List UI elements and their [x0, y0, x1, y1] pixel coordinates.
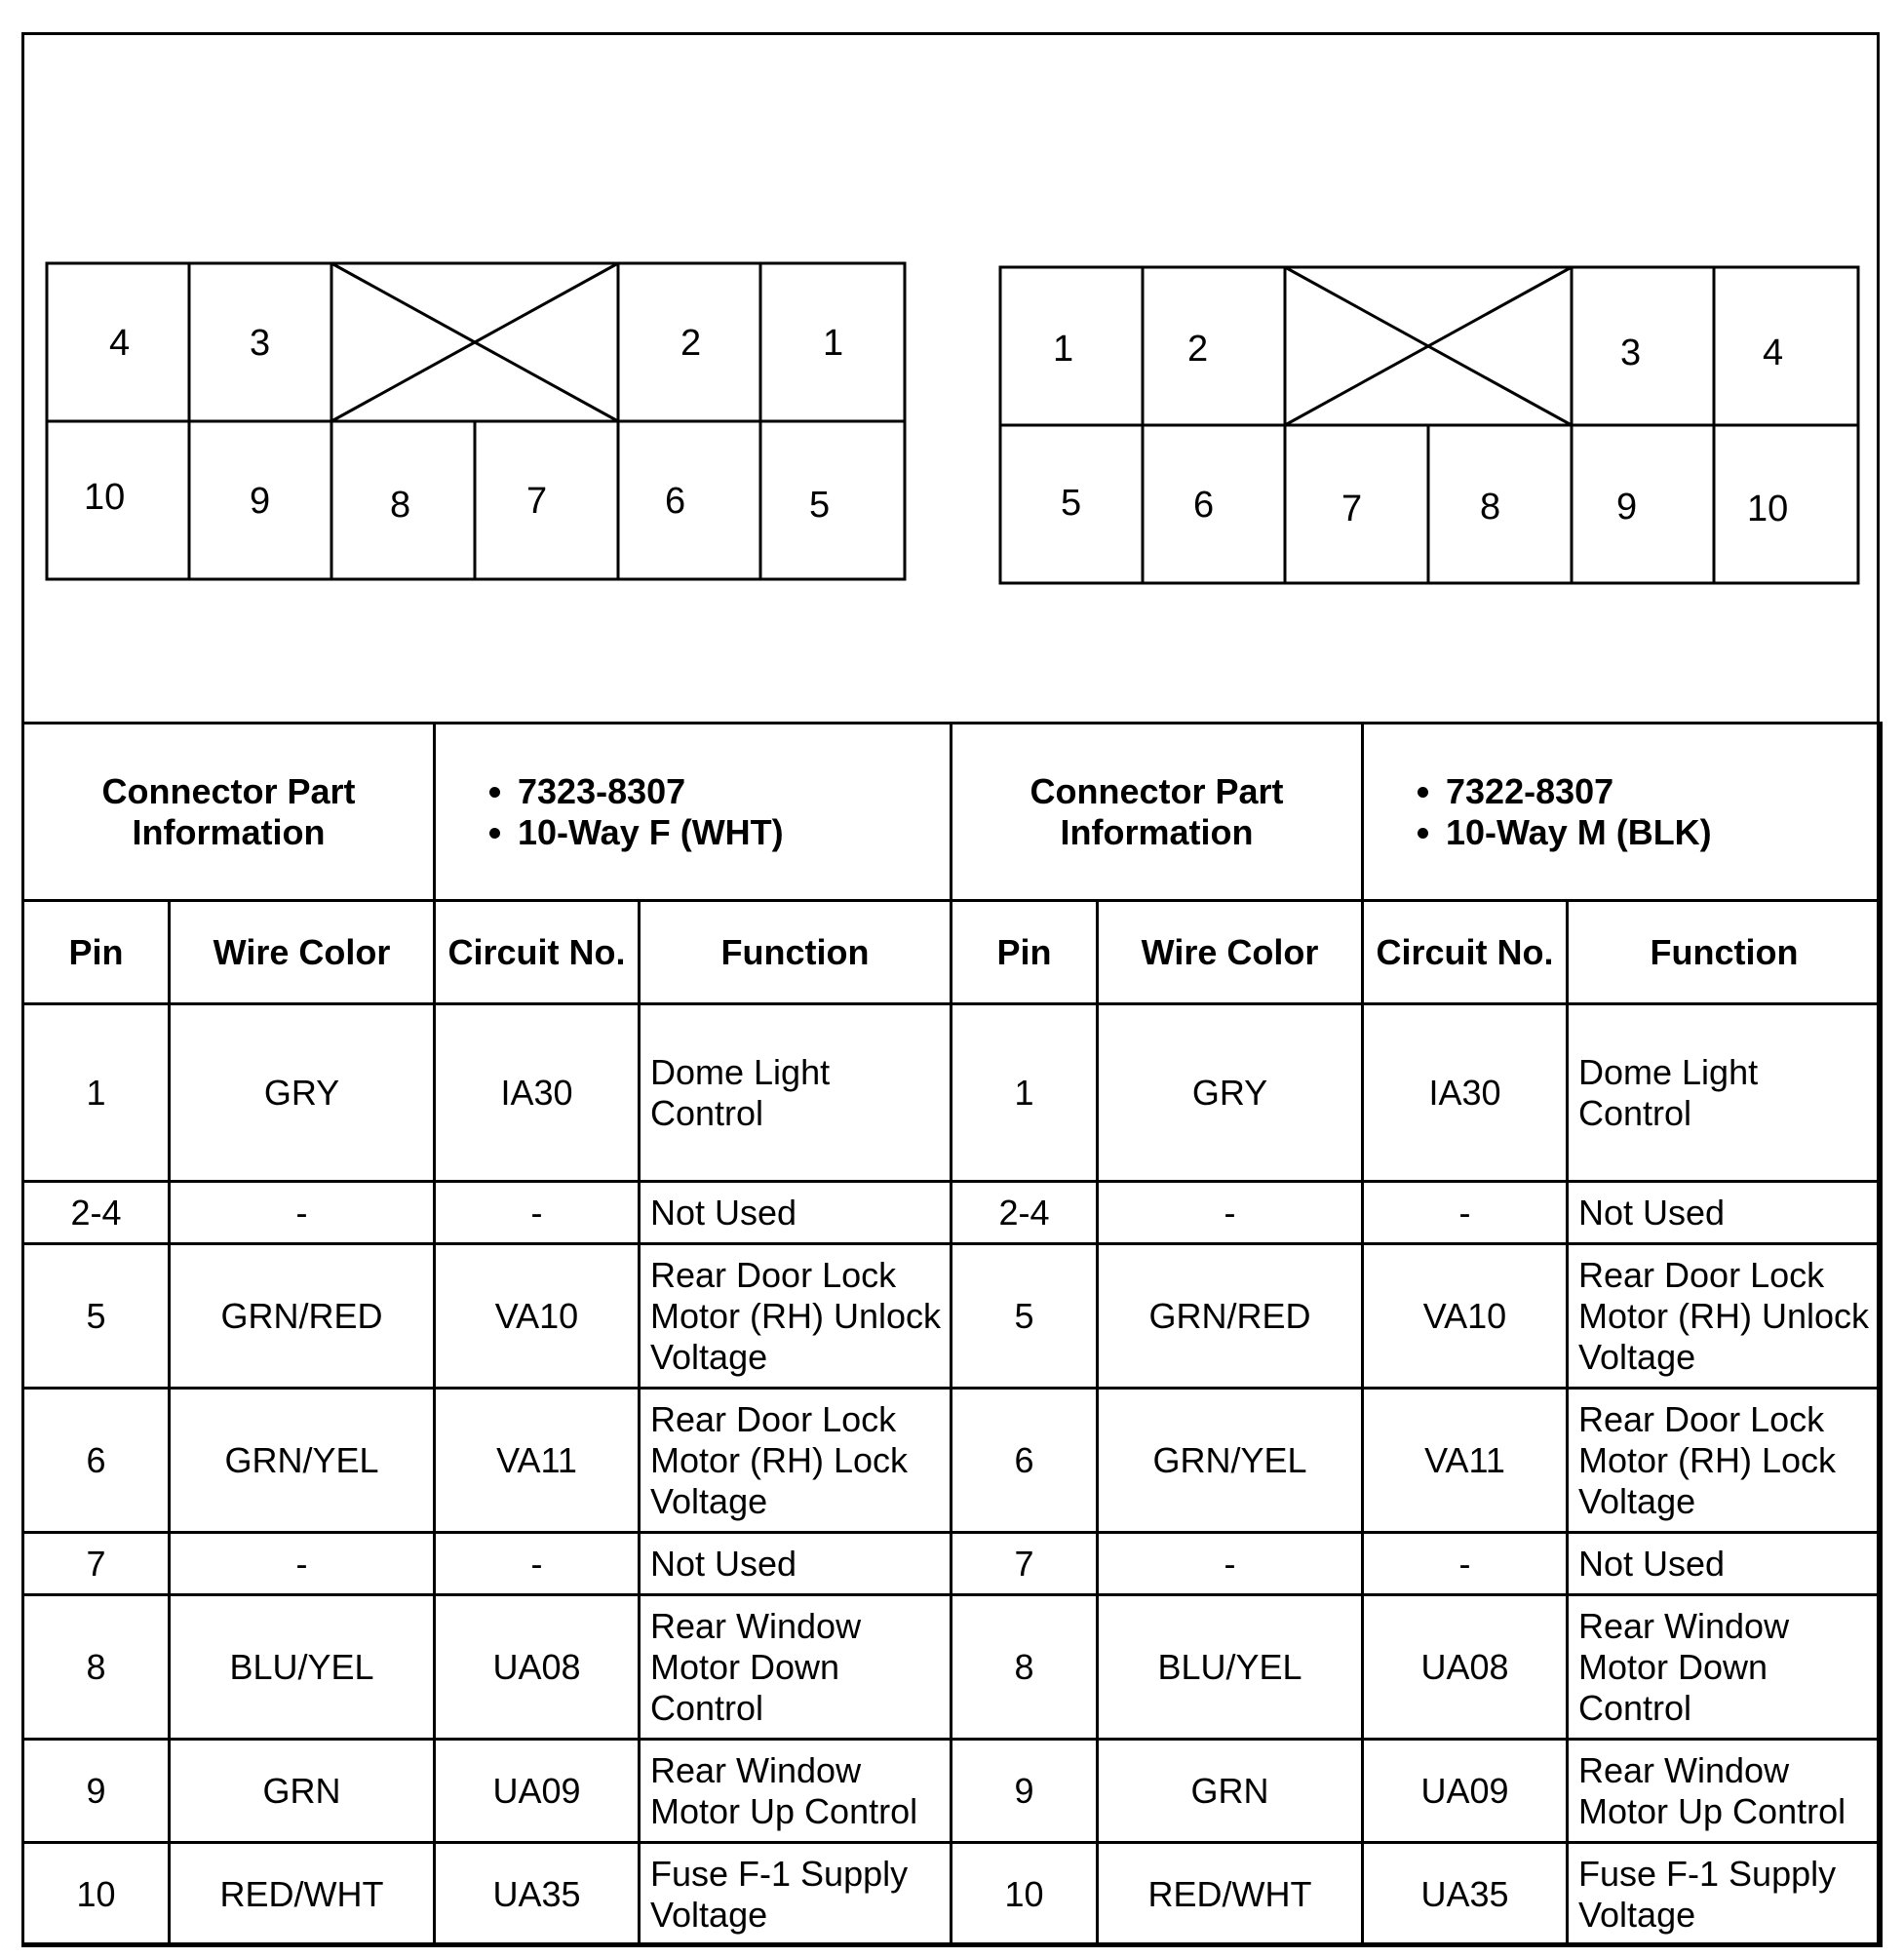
column-header-wire-color: Wire Color [170, 901, 435, 1004]
function-cell: Rear Window Motor Up Control [640, 1740, 952, 1843]
pin-cell: 7 [23, 1533, 170, 1595]
pin-cell: 10 [23, 1843, 170, 1946]
pin-label: 9 [250, 481, 271, 522]
function-cell: Not Used [640, 1182, 952, 1244]
blocked-cavity-x [1285, 267, 1572, 425]
column-header-function: Function [1568, 901, 1882, 1004]
pin-cell: 1 [952, 1004, 1098, 1182]
function-cell: Dome Light Control [1568, 1004, 1882, 1182]
pin-label: 9 [1616, 487, 1638, 528]
pin-cell: 7 [952, 1533, 1098, 1595]
circuit-cell: VA11 [1363, 1389, 1568, 1533]
pin-label: 7 [1341, 489, 1363, 529]
table-row [23, 1182, 1882, 1244]
column-header-pin: Pin [23, 901, 170, 1004]
blocked-cavity-x [331, 263, 618, 421]
wire-color-cell: - [170, 1533, 435, 1595]
wire-color-cell: BLU/YEL [170, 1595, 435, 1740]
function-cell: Rear Window Motor Down Control [1568, 1595, 1882, 1740]
pin-label: 2 [680, 323, 702, 364]
pin-label: 7 [526, 481, 548, 522]
function-cell: Rear Door Lock Motor (RH) Lock Voltage [1568, 1389, 1882, 1533]
function-cell: Not Used [1568, 1533, 1882, 1595]
pin-label: 6 [665, 481, 686, 522]
circuit-cell: UA35 [435, 1843, 640, 1946]
table-row [23, 1244, 1882, 1389]
pin-label: 10 [1747, 489, 1789, 529]
pin-cell: 5 [23, 1244, 170, 1389]
wire-color-cell: GRY [170, 1004, 435, 1182]
wire-color-cell: RED/WHT [170, 1843, 435, 1946]
right-part-info [1363, 724, 1882, 901]
pin-label: 1 [1053, 329, 1074, 370]
pinout-table [21, 722, 1883, 1947]
function-cell: Not Used [640, 1533, 952, 1595]
right-part-description: • 10-Way M (BLK) [1446, 812, 1876, 853]
function-cell: Fuse F-1 Supply Voltage [640, 1843, 952, 1946]
function-cell: Dome Light Control [640, 1004, 952, 1182]
left-part-number: • 7323-8307 [518, 771, 946, 812]
pin-label: 3 [250, 323, 271, 364]
right-part-info-heading: Connector Part Information [952, 724, 1363, 901]
circuit-cell: IA30 [435, 1004, 640, 1182]
circuit-cell: UA35 [1363, 1843, 1568, 1946]
circuit-cell: UA09 [1363, 1740, 1568, 1843]
wire-color-cell: GRN/RED [1098, 1244, 1363, 1389]
column-header-circuit: Circuit No. [435, 901, 640, 1004]
pin-cell: 9 [23, 1740, 170, 1843]
column-header-pin: Pin [952, 901, 1098, 1004]
circuit-cell: IA30 [1363, 1004, 1568, 1182]
column-header-wire-color: Wire Color [1098, 901, 1363, 1004]
connector-left-face [45, 261, 909, 583]
wire-color-cell: GRN/YEL [170, 1389, 435, 1533]
pin-cell: 6 [952, 1389, 1098, 1533]
wire-color-cell: - [170, 1182, 435, 1244]
circuit-cell: VA11 [435, 1389, 640, 1533]
left-part-info [435, 724, 952, 901]
pin-cell: 8 [952, 1595, 1098, 1740]
pin-label: 6 [1193, 485, 1215, 526]
wire-color-cell: BLU/YEL [1098, 1595, 1363, 1740]
table-row [23, 1004, 1882, 1182]
pin-label: 1 [823, 323, 844, 364]
function-cell: Rear Door Lock Motor (RH) Unlock Voltage [640, 1244, 952, 1389]
pin-label: 2 [1187, 329, 1209, 370]
table-row [23, 1740, 1882, 1843]
pin-label: 5 [1061, 483, 1082, 524]
wire-color-cell: GRN [1098, 1740, 1363, 1843]
table-row [23, 1533, 1882, 1595]
circuit-cell: - [435, 1182, 640, 1244]
pin-label: 3 [1620, 333, 1642, 373]
wire-color-cell: GRY [1098, 1004, 1363, 1182]
pin-cell: 2-4 [23, 1182, 170, 1244]
column-header-circuit: Circuit No. [1363, 901, 1568, 1004]
pin-cell: 2-4 [952, 1182, 1098, 1244]
wire-color-cell: RED/WHT [1098, 1843, 1363, 1946]
column-header-function: Function [640, 901, 952, 1004]
pin-label: 4 [1763, 333, 1784, 373]
left-part-description: • 10-Way F (WHT) [518, 812, 946, 853]
pin-cell: 10 [952, 1843, 1098, 1946]
wire-color-cell: - [1098, 1533, 1363, 1595]
left-part-info-heading: Connector Part Information [23, 724, 435, 901]
circuit-cell: - [435, 1533, 640, 1595]
circuit-cell: UA08 [435, 1595, 640, 1740]
circuit-cell: VA10 [435, 1244, 640, 1389]
circuit-cell: - [1363, 1182, 1568, 1244]
table-row [23, 1843, 1882, 1946]
pin-cell: 8 [23, 1595, 170, 1740]
circuit-cell: UA09 [435, 1740, 640, 1843]
pin-cell: 6 [23, 1389, 170, 1533]
wire-color-cell: - [1098, 1182, 1363, 1244]
function-cell: Not Used [1568, 1182, 1882, 1244]
pin-cell: 1 [23, 1004, 170, 1182]
function-cell: Rear Door Lock Motor (RH) Lock Voltage [640, 1389, 952, 1533]
circuit-cell: - [1363, 1533, 1568, 1595]
function-cell: Rear Window Motor Up Control [1568, 1740, 1882, 1843]
wire-color-cell: GRN/RED [170, 1244, 435, 1389]
function-cell: Fuse F-1 Supply Voltage [1568, 1843, 1882, 1946]
function-cell: Rear Window Motor Down Control [640, 1595, 952, 1740]
pin-label: 10 [84, 477, 126, 518]
circuit-cell: VA10 [1363, 1244, 1568, 1389]
pin-label: 8 [390, 485, 411, 526]
pin-cell: 5 [952, 1244, 1098, 1389]
function-cell: Rear Door Lock Motor (RH) Unlock Voltage [1568, 1244, 1882, 1389]
wire-color-cell: GRN/YEL [1098, 1389, 1363, 1533]
pin-label: 5 [809, 485, 831, 526]
pin-label: 8 [1480, 487, 1501, 528]
wire-color-cell: GRN [170, 1740, 435, 1843]
table-row [23, 1595, 1882, 1740]
pin-cell: 9 [952, 1740, 1098, 1843]
table-row [23, 1389, 1882, 1533]
column-header-row [23, 901, 1882, 1004]
circuit-cell: UA08 [1363, 1595, 1568, 1740]
connector-right-face [998, 265, 1862, 587]
part-info-row [23, 724, 1882, 901]
pin-label: 4 [109, 323, 131, 364]
right-part-number: • 7322-8307 [1446, 771, 1876, 812]
